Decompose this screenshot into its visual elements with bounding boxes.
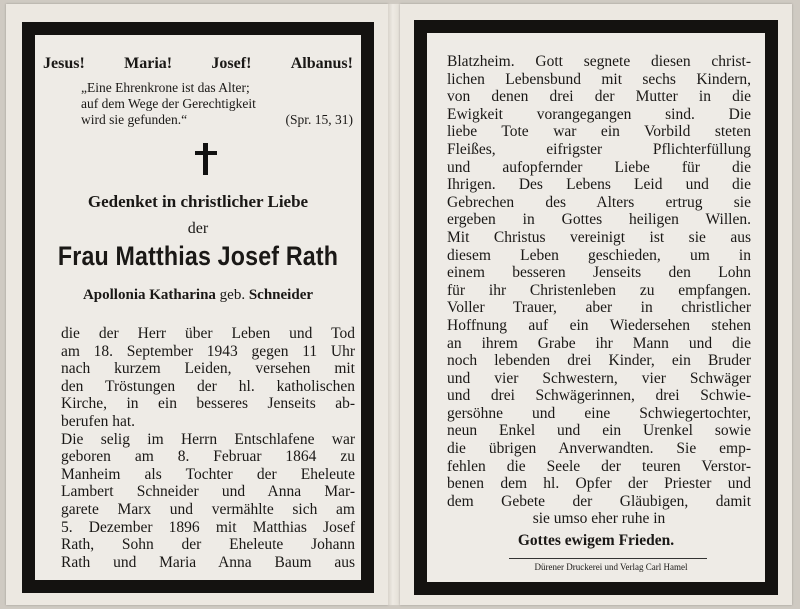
text-line: Fleißes, eifrigster Pflichterfüllung xyxy=(447,140,751,158)
cross-icon xyxy=(195,143,217,175)
text-line: Rath und Maria Anna Baum aus xyxy=(61,553,355,571)
text-line: Blatzheim. Gott segnete diesen christ- xyxy=(447,53,751,70)
name-albanus: Albanus! xyxy=(290,55,353,72)
closing-line: Gottes ewigem Frieden. xyxy=(517,532,675,549)
text-line: geboren am 8. Februar 1864 zu xyxy=(61,448,355,466)
text-line: Hoffnung auf ein Wiedersehen stehen xyxy=(447,316,751,334)
text-line: garete Marx und vermählte sich am xyxy=(61,500,355,518)
text-line: Voller Trauer, aber in christlicher xyxy=(447,299,751,317)
text-line: Die selig im Herrn Entschlafene war xyxy=(61,430,355,448)
mourning-border-right xyxy=(414,20,778,595)
quote-last-line xyxy=(81,112,353,128)
maiden-first: Apollonia Katharina xyxy=(82,287,216,303)
text-line: lichen Lebensbund mit sechs Kindern, xyxy=(447,70,751,88)
printer-credit: Dürener Druckerei und Verlag Carl Hamel xyxy=(534,562,688,572)
name-maria: Maria! xyxy=(124,55,173,72)
text-line: benen dem hl. Opfer der Priester und xyxy=(447,475,751,493)
maiden-last: Schneider xyxy=(248,287,314,303)
text-line: den Tröstungen der hl. katholischen xyxy=(61,377,355,395)
holy-names xyxy=(43,55,353,73)
text-line: diesem Leben geschieden, um in xyxy=(447,246,751,264)
text-line: und vier Schwestern, vier Schwäger xyxy=(447,369,751,387)
text-line: sie umso eher ruhe in xyxy=(532,510,666,528)
der-text: der xyxy=(187,220,209,237)
name-josef: Josef! xyxy=(211,55,252,72)
text-line: für ihr Christenleben zu empfangen. xyxy=(447,281,751,299)
text-line: die der Herr über Leben und Tod xyxy=(61,325,355,342)
text-line: Manheim als Tochter der Eheleute xyxy=(61,465,355,483)
text-line: dem Gebete der Gläubigen, damit xyxy=(447,492,751,510)
text-line: gersöhne und eine Schwiegertochter, xyxy=(447,404,751,422)
quote-line: auf dem Wege der Gerechtigkeit xyxy=(81,96,256,111)
maiden-geb: geb. xyxy=(219,287,246,303)
gedenket-heading: Gedenket in christlicher Liebe xyxy=(87,192,309,211)
quote-line: wird sie gefunden.“ xyxy=(81,112,188,127)
text-line: und drei Schwägerinnen, drei Schwie- xyxy=(447,387,751,405)
text-line: Gebrechen des Alters ertrug sie xyxy=(447,193,751,211)
text-line: liebe Tote war ein Vorbild steten xyxy=(447,123,751,141)
text-line: ergeben in Gottes heiligen Willen. xyxy=(447,211,751,229)
text-line: berufen hat. xyxy=(61,412,136,430)
deceased-name: Frau Matthias Josef Rath xyxy=(57,241,339,271)
quote-reference: (Spr. 15, 31) xyxy=(285,112,353,127)
mourning-border-left xyxy=(22,22,374,593)
obituary-text-right xyxy=(447,53,751,528)
text-line: und aufopfernder Liebe für die xyxy=(447,158,751,176)
text-line: Mit Christus vereinigt ist sie aus xyxy=(447,228,751,246)
quote-line: „Eine Ehrenkrone ist das Alter; xyxy=(81,80,250,95)
text-line: Rath, Sohn der Eheleute Johann xyxy=(61,536,355,554)
text-line: Lambert Schneider und Anna Mar- xyxy=(61,483,355,501)
text-line: von denen drei der Mutter in die xyxy=(447,88,751,106)
text-line: nach kurzem Leiden, versehen mit xyxy=(61,360,355,378)
card-fold xyxy=(388,4,400,605)
text-line: Ewigkeit vorangegangen sind. Die xyxy=(447,105,751,123)
text-line: 5. Dezember 1896 mit Matthias Josef xyxy=(61,518,355,536)
divider xyxy=(509,558,707,559)
text-line: neun Enkel und ein Urenkel sowie xyxy=(447,422,751,440)
bible-quote xyxy=(81,80,353,128)
text-line: am 18. September 1943 gegen 11 Uhr xyxy=(61,342,355,360)
name-jesus: Jesus! xyxy=(43,55,85,72)
text-line: noch lebenden drei Kinder, ein Bruder xyxy=(447,352,751,370)
text-line: an ihrem Grabe ihr Mann und die xyxy=(447,334,751,352)
maiden-name xyxy=(35,287,361,304)
text-line: Kirche, in ein besseres Jenseits ab- xyxy=(61,395,355,413)
obituary-text-left xyxy=(61,325,355,571)
right-page xyxy=(400,4,792,605)
text-line: Ihrigen. Des Lebens Leid und die xyxy=(447,176,751,194)
text-line: einem besseren Jenseits den Lohn xyxy=(447,264,751,282)
text-line: fehlen die Seele der teuren Verstor- xyxy=(447,457,751,475)
text-line: die übrigen Anverwandten. Sie emp- xyxy=(447,440,751,458)
left-page xyxy=(6,4,388,605)
